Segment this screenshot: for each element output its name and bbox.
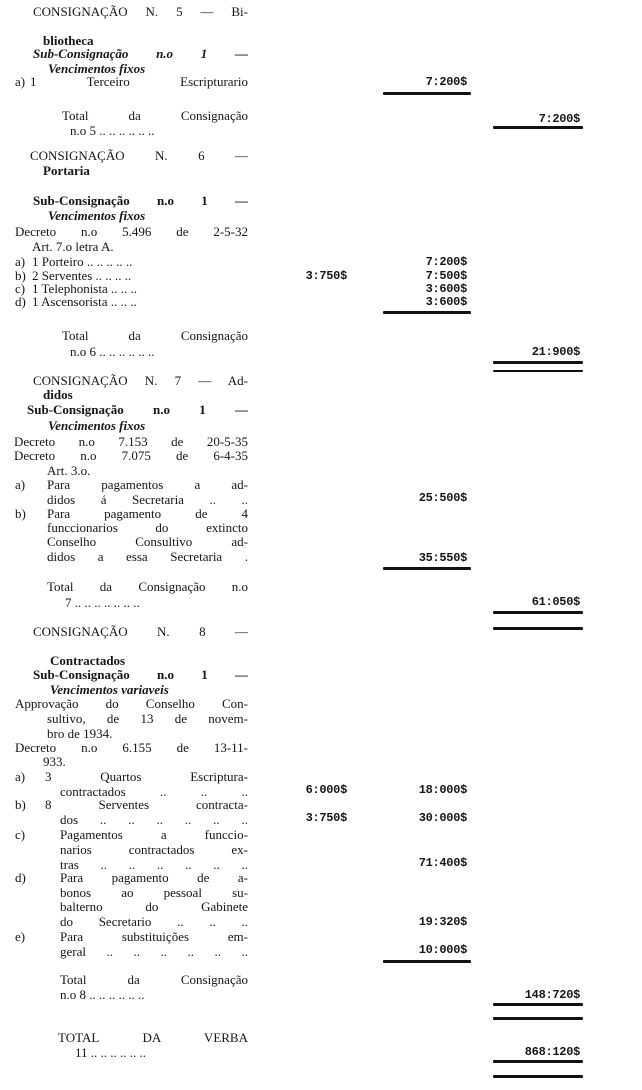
consignacao-5-total: 7:200$: [538, 112, 580, 126]
consignacao-6-total: 21:900$: [531, 345, 580, 359]
item-label: b): [15, 797, 26, 812]
total-label-cont: n.o 6 .. .. .. .. .. ..: [70, 344, 155, 359]
consignacao-7-heading: CONSIGNAÇÃO N. 7 — Ad-: [33, 374, 248, 388]
item-label: d): [15, 870, 26, 885]
consignacao-6-heading-cont: Portaria: [43, 163, 90, 178]
item-value: 18:000$: [418, 783, 467, 797]
consignacao-6-sub-title: Vencimentos fixos: [48, 208, 146, 223]
item-value: 30:000$: [418, 811, 467, 825]
item-text: Para substituições em-: [60, 930, 248, 944]
item-unit-value: 6:000$: [305, 783, 347, 797]
consignacao-8-heading: CONSIGNAÇÃO N. 8 —: [33, 625, 248, 639]
approval-text: sultivo, de 13 de novem-: [47, 712, 248, 726]
total-rule: [493, 1060, 583, 1063]
decree-article: Art. 7.o letra A.: [32, 239, 114, 254]
item-text: narios contractados ex-: [60, 843, 248, 857]
item-text: tras .. .. .. .. .. ..: [60, 858, 248, 872]
total-label: Total da Consignação: [60, 973, 248, 987]
item-label: c): [15, 827, 26, 842]
item-text: 1 Terceiro Escripturario: [30, 75, 248, 89]
consignacao-8-heading-cont: Contractados: [50, 653, 126, 668]
item-text: 8 Serventes contracta-: [45, 798, 248, 812]
consignacao-8-sub: Sub-Consignação n.o 1 —: [33, 668, 248, 682]
total-rule: [493, 370, 583, 372]
item-text: dos .. .. .. .. .. ..: [60, 813, 248, 827]
item-value: 35:550$: [418, 551, 467, 565]
subtotal-rule: [383, 567, 471, 570]
consignacao-8-total: 148:720$: [524, 988, 580, 1002]
total-label: Total da Consignação: [62, 329, 248, 343]
approval-text: Approvação do Conselho Con-: [15, 697, 248, 711]
item-value: 25:500$: [418, 491, 467, 505]
item-unit-value: 3:750$: [305, 811, 347, 825]
item-value: 7:500$: [425, 269, 467, 283]
item-text: 2 Serventes .. .. .. ..: [32, 268, 132, 283]
total-rule: [493, 361, 583, 364]
item-value: 10:000$: [418, 943, 467, 957]
item-text: balterno do Gabinete: [60, 900, 248, 914]
item-text: do Secretario .. .. ..: [60, 915, 248, 929]
item-text: 1 Ascensorista .. .. ..: [32, 294, 137, 309]
item-value: 19:320$: [418, 915, 467, 929]
item-label: b): [15, 268, 26, 283]
item-value: 3:600$: [425, 282, 467, 296]
item-label: a): [15, 769, 26, 784]
item-text: geral .. .. .. .. .. ..: [60, 945, 248, 959]
item-label: c): [15, 281, 26, 296]
consignacao-7-heading-cont: didos: [43, 387, 73, 402]
subtotal-rule: [383, 960, 471, 963]
item-value: 3:600$: [425, 295, 467, 309]
item-value: 71:400$: [418, 856, 467, 870]
consignacao-7-sub: Sub-Consignação n.o 1 —: [27, 403, 248, 417]
consignacao-5-heading-cont: bliotheca: [43, 33, 94, 48]
item-text: 1 Porteiro .. .. .. .. ..: [32, 254, 133, 269]
decree: 933.: [43, 754, 66, 769]
total-rule: [493, 611, 583, 614]
item-text: contractados .. .. ..: [60, 785, 248, 799]
consignacao-6-sub: Sub-Consignação n.o 1 —: [33, 194, 248, 208]
total-rule: [493, 1075, 583, 1078]
consignacao-5-sub: Sub-Consignação n.o 1 —: [33, 47, 248, 61]
decree: Decreto n.o 7.153 de 20-5-35: [14, 435, 248, 449]
item-unit-value: 3:750$: [305, 269, 347, 283]
decree-article: Art. 3.o.: [47, 463, 91, 478]
verba-total-label-cont: 11 .. .. .. .. .. ..: [75, 1045, 147, 1060]
total-label-cont: n.o 8 .. .. .. .. .. ..: [60, 987, 145, 1002]
total-label: Total da Consignação n.o: [47, 580, 248, 594]
item-text: 3 Quartos Escriptura-: [45, 770, 248, 784]
item-text: 1 Telephonista .. .. ..: [32, 281, 138, 296]
consignacao-5-heading: CONSIGNAÇÃO N. 5 — Bi-: [33, 5, 248, 19]
item-text: Para pagamento de a-: [60, 871, 248, 885]
decree: Decreto n.o 5.496 de 2-5-32: [15, 225, 248, 239]
total-rule: [493, 1017, 583, 1020]
item-text: bonos ao pessoal su-: [60, 886, 248, 900]
consignacao-7-total: 61:050$: [531, 595, 580, 609]
item-label: e): [15, 929, 26, 944]
item-label: a): [15, 74, 26, 89]
item-text: Conselho Consultivo ad-: [47, 535, 248, 549]
verba-total: 868:120$: [524, 1045, 580, 1059]
item-text: Pagamentos a funccio-: [60, 828, 248, 842]
item-label: a): [15, 477, 26, 492]
item-label: a): [15, 254, 26, 269]
total-rule: [493, 627, 583, 630]
decree: Decreto n.o 6.155 de 13-11-: [15, 741, 248, 755]
total-label-cont: 7 .. .. .. .. .. .. ..: [65, 595, 140, 610]
total-rule: [493, 126, 583, 129]
item-text: Para pagamentos a ad-: [47, 478, 248, 492]
total-label: Total da Consignação: [62, 109, 248, 123]
item-value: 7:200$: [425, 75, 467, 89]
item-value: 7:200$: [425, 255, 467, 269]
consignacao-5-sub-title: Vencimentos fixos: [48, 61, 146, 76]
subtotal-rule: [383, 311, 471, 314]
verba-total-label: TOTAL DA VERBA: [58, 1031, 248, 1045]
subtotal-rule: [383, 92, 471, 95]
consignacao-7-sub-title: Vencimentos fixos: [48, 418, 146, 433]
approval-text: bro de 1934.: [47, 726, 113, 741]
total-label-cont: n.o 5 .. .. .. .. .. ..: [70, 123, 155, 138]
item-label: d): [15, 294, 26, 309]
item-text: funccionarios do extincto: [47, 521, 248, 535]
item-text: didos a essa Secretaria .: [47, 550, 248, 564]
item-text: Para pagamento de 4: [47, 507, 248, 521]
item-text: didos á Secretaria .. ..: [47, 493, 248, 507]
item-label: b): [15, 506, 26, 521]
total-rule: [493, 1003, 583, 1006]
consignacao-8-sub-title: Vencimentos variaveis: [50, 682, 169, 697]
consignacao-6-heading: CONSIGNAÇÃO N. 6 —: [30, 149, 248, 163]
decree: Decreto n.o 7.075 de 6-4-35: [14, 449, 248, 463]
